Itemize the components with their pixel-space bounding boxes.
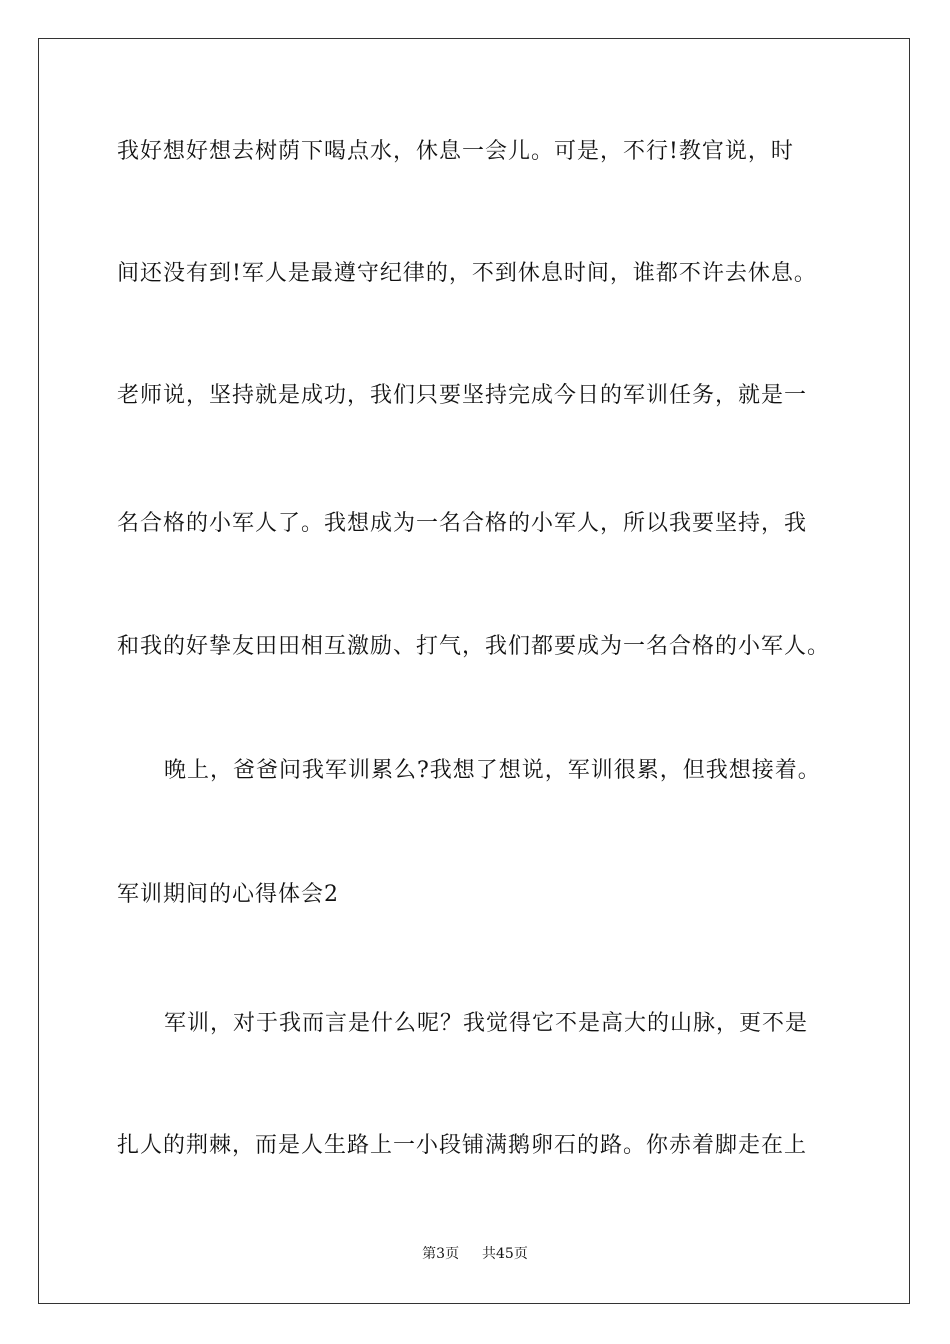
page-footer	[0, 1244, 950, 1264]
section-heading: 军训期间的心得体会2	[117, 882, 339, 907]
page-number: 第3页	[422, 1246, 460, 1262]
text-line-1: 我好想好想去树荫下喝点水，休息一会儿。可是，不行!教官说，时	[117, 139, 794, 164]
text-line-4: 名合格的小军人了。我想成为一名合格的小军人，所以我要坚持，我	[117, 511, 808, 536]
text-line-6: 晚上，爸爸问我军训累么?我想了想说，军训很累，但我想接着。	[164, 758, 821, 783]
text-line-8: 扎人的荆棘，而是人生路上一小段铺满鹅卵石的路。你赤着脚走在上	[117, 1133, 808, 1158]
page-total: 共45页	[482, 1246, 528, 1262]
text-line-3: 老师说，坚持就是成功，我们只要坚持完成今日的军训任务，就是一	[117, 383, 808, 408]
text-line-5: 和我的好挚友田田相互激励、打气，我们都要成为一名合格的小军人。	[117, 634, 831, 659]
page-border	[38, 38, 910, 1304]
text-line-7: 军训，对于我而言是什么呢？我觉得它不是高大的山脉，更不是	[164, 1011, 809, 1036]
text-line-2: 间还没有到!军人是最遵守纪律的，不到休息时间，谁都不许去休息。	[117, 261, 817, 286]
